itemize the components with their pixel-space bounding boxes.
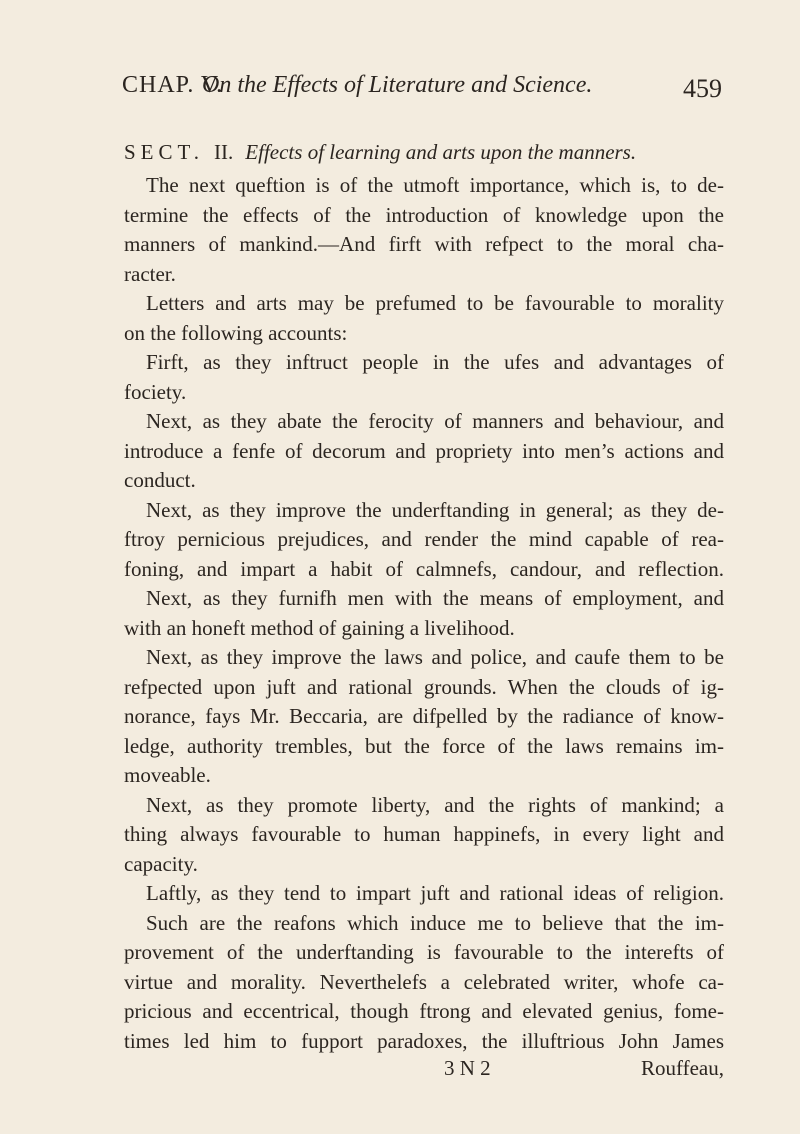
text-line: racter. xyxy=(124,261,176,286)
section-title: Effects of learning and arts upon the manners. xyxy=(245,140,637,164)
running-header xyxy=(122,72,722,108)
text-line: Next, as they improve the laws and police, and caufe them to be xyxy=(146,645,724,669)
text-line: Firft, as they inftruct people in the ufes and advantages of xyxy=(146,350,724,374)
text-line: manners of mankind.—And firft with refpect to the moral cha- xyxy=(124,232,724,256)
text-line: virtue and morality. Neverthelefs a celebrated writer, whofe ca- xyxy=(124,969,724,994)
text-line: foning, and impart a habit of calmnefs, candour, and reflection. xyxy=(124,556,724,581)
body-text xyxy=(124,171,724,1056)
text-line: with an honeft method of gaining a livelihood. xyxy=(124,615,515,640)
catchword: Rouffeau, xyxy=(640,1056,724,1080)
text-line: Letters and arts may be prefumed to be favourable to morality xyxy=(146,291,724,315)
text-line: introduce a fenfe of decorum and propriety into men’s actions and xyxy=(124,438,724,463)
text-line: Next, as they furnifh men with the means of employment, and xyxy=(146,586,724,610)
text-line: moveable. xyxy=(124,763,211,787)
text-line: capacity. xyxy=(124,851,198,876)
text-line: conduct. xyxy=(124,468,196,492)
text-line: Next, as they abate the ferocity of manners and behaviour, and xyxy=(146,409,724,433)
chapter-label: CHAP. V. xyxy=(122,72,224,98)
page-footer xyxy=(124,1056,724,1086)
text-line: times led him to fupport paradoxes, the illuftrious John James xyxy=(124,1028,724,1053)
text-line: Next, as they promote liberty, and the rights of mankind; a xyxy=(146,792,724,817)
text-line: pricious and eccentrical, though ftrong and elevated genius, fome- xyxy=(124,999,724,1023)
text-line: The next queftion is of the utmoft importance, which is, to de- xyxy=(146,173,724,197)
text-line: Next, as they improve the underftanding in general; as they de- xyxy=(146,497,724,522)
text-line: Laftly, as they tend to impart juft and rational ideas of religion. xyxy=(146,881,724,905)
text-line: thing always favourable to human happinefs, in every light and xyxy=(124,822,724,846)
text-line: on the following accounts: xyxy=(124,320,348,345)
text-line: norance, fays Mr. Beccaria, are difpelled by the radiance of know- xyxy=(124,704,724,728)
text-line: refpected upon juft and rational grounds. When the clouds of ig- xyxy=(124,674,724,699)
section-label: SECT. xyxy=(124,140,205,164)
signature-mark: 3 N 2 xyxy=(444,1056,491,1080)
section-number: II. xyxy=(214,140,234,164)
text-line: ledge, authority trembles, but the force of the laws remains im- xyxy=(124,733,724,758)
section-heading xyxy=(124,140,724,165)
page-number: 459 xyxy=(683,74,722,103)
text-line: fociety. xyxy=(124,379,187,404)
text-line: provement of the underftanding is favourable to the interefts of xyxy=(124,940,724,964)
running-title: On the Effects of Literature and Science. xyxy=(202,72,593,98)
text-line: ftroy pernicious prejudices, and render the mind capable of rea- xyxy=(124,527,724,551)
text-line: termine the effects of the introduction of knowledge upon the xyxy=(124,202,724,227)
text-line: Such are the reafons which induce me to believe that the im- xyxy=(146,910,724,935)
